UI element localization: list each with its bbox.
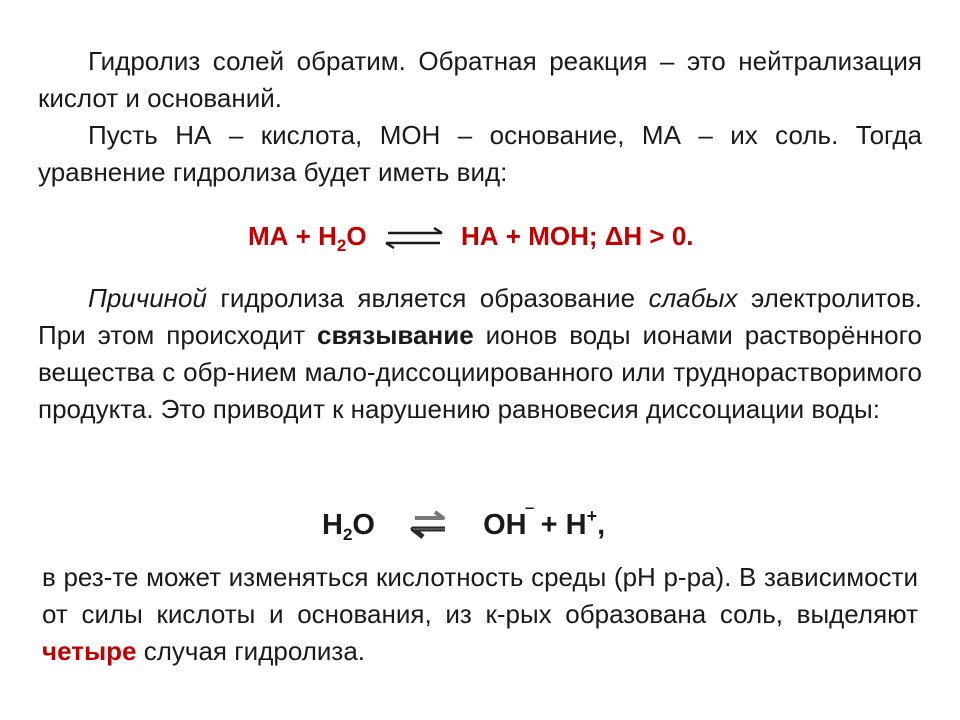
equation-reactant: $H_2O$ (322, 509, 375, 544)
equation-products: НА + МОН; ΔН > 0. (461, 221, 694, 251)
paragraph-text: в рез-те может изменяться кислотность среды (рН р-ра). В зависимости от силы кислоты и основания, из к-рых образована соль, выделяют (42, 562, 918, 629)
paragraph-reversibility (38, 43, 922, 117)
paragraph-cause (38, 280, 922, 428)
paragraph-text: электролитов. При этом происходит (38, 283, 923, 350)
highlight-four: четыре (42, 636, 137, 666)
paragraph-notation (38, 117, 922, 191)
paragraph-text: гидролиза является образование (206, 283, 649, 313)
paragraph-cases (42, 559, 918, 670)
reversible-reaction-icon (401, 509, 453, 543)
paragraph-text: ионов воды ионами растворённого вещества с обр-нием мало-диссоциированного или труднорастворимого продукта. Это приводит к нарушению равновесия диссоциации воды: (38, 320, 922, 424)
paragraph-text: Гидролиз солей обратим. Обратная реакция – это нейтрализация кислот и оснований. (38, 46, 922, 113)
italic-term-weak: слабых (648, 283, 738, 313)
equation-reactants: МА + $Н_2О$ (248, 221, 367, 255)
bold-term-binding: связывание (317, 320, 474, 350)
hydrolysis-equation (248, 218, 694, 264)
italic-term-cause: Причиной (88, 283, 207, 313)
equation-products: OH‾ + H+, (483, 506, 606, 541)
paragraph-text: случая гидролиза. (136, 636, 366, 666)
water-dissociation-equation (322, 496, 605, 555)
equilibrium-arrows-icon (382, 225, 446, 251)
paragraph-text: Пусть НА – кислота, МОН – основание, МА – их соль. Тогда уравнение гидролиза будет иметь вид: (38, 120, 922, 187)
